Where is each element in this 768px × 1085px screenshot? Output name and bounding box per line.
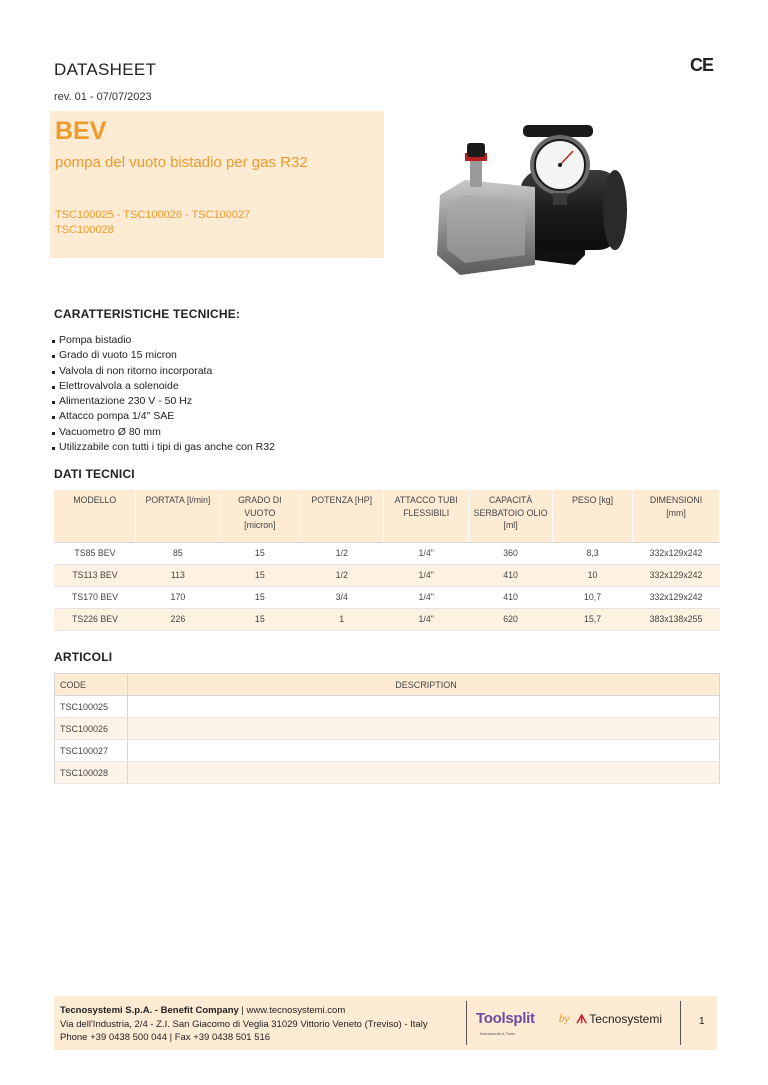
column-header	[469, 490, 553, 542]
cell-dimensions: 332x129x242	[632, 586, 719, 608]
product-codes	[55, 208, 250, 238]
column-header	[384, 490, 469, 542]
cell-power: 1/2	[300, 542, 384, 564]
feature-item: Attacco pompa 1/4" SAE	[52, 409, 275, 424]
product-codes-line-1: TSC100025 - TSC100026 - TSC100027	[55, 209, 251, 221]
column-header	[632, 490, 719, 542]
cell-hose: 1/4"	[384, 608, 469, 630]
column-header	[300, 490, 384, 542]
article-code: TSC100027	[55, 740, 128, 762]
column-header	[553, 490, 633, 542]
tech-data-table	[54, 490, 720, 631]
table-row	[54, 542, 720, 564]
article-code: TSC100025	[55, 696, 128, 718]
header-line: POTENZA [HP]	[311, 495, 373, 505]
toolsplit-logo: Toolsplit	[476, 1010, 535, 1027]
article-description	[128, 718, 720, 740]
header-line: DIMENSIONI	[649, 495, 703, 505]
tech-header-row	[54, 490, 720, 542]
cell-flow: 85	[136, 542, 220, 564]
cell-weight: 15,7	[553, 608, 633, 630]
tech-data-title: DATI TECNICI	[54, 467, 135, 481]
fax-number: Fax +39 0438 501 516	[174, 1032, 271, 1043]
footer	[54, 996, 717, 1050]
header-line: [micron]	[244, 520, 276, 530]
footer-divider	[466, 1001, 467, 1045]
cell-weight: 10	[553, 564, 633, 586]
articles-header-row	[55, 674, 720, 696]
features-list	[52, 333, 275, 455]
header-line: MODELLO	[73, 495, 117, 505]
cell-power: 3/4	[300, 586, 384, 608]
table-row	[55, 740, 720, 762]
feature-item: Utilizzabile con tutti i tipi di gas anche con R32	[52, 440, 275, 455]
header-line: CAPACITÀ	[488, 495, 533, 505]
company-name: Tecnosystemi S.p.A. - Benefit Company	[60, 1005, 239, 1016]
header-line: [mm]	[666, 507, 686, 518]
cell-vacuum: 15	[220, 564, 300, 586]
header-line: PORTATA [l/min]	[145, 495, 211, 505]
footer-divider	[680, 1001, 681, 1045]
cell-vacuum: 15	[220, 586, 300, 608]
cell-oil: 410	[469, 586, 553, 608]
cell-power: 1	[300, 608, 384, 630]
company-address: Via dell'Industria, 2/4 - Z.I. San Giacomo di Veglia 31029 Vittorio Veneto (Treviso) - Italy	[60, 1018, 428, 1030]
cell-oil: 620	[469, 608, 553, 630]
cell-hose: 1/4"	[384, 542, 469, 564]
feature-item: Grado di vuoto 15 micron	[52, 348, 275, 363]
cell-flow: 113	[136, 564, 220, 586]
article-code: TSC100028	[55, 762, 128, 784]
page-number: 1	[699, 1016, 705, 1027]
tecnosystemi-mark-icon: ᗑ	[576, 1012, 588, 1026]
cell-hose: 1/4"	[384, 564, 469, 586]
articles-table	[54, 673, 720, 784]
cell-vacuum: 15	[220, 542, 300, 564]
cell-power: 1/2	[300, 564, 384, 586]
column-header	[136, 490, 220, 542]
cell-hose: 1/4"	[384, 586, 469, 608]
header-line: PESO [kg]	[571, 495, 614, 505]
toolsplit-logo-sub: Instruments & Tools	[480, 1031, 516, 1036]
product-subtitle: pompa del vuoto bistadio per gas R32	[55, 154, 308, 171]
cell-model: TS85 BEV	[54, 542, 136, 564]
header-line: GRADO DI VUOTO	[238, 495, 282, 518]
cell-oil: 410	[469, 564, 553, 586]
tecnosystemi-logo-text: Tecnosystemi	[589, 1012, 662, 1026]
features-title: CARATTERISTICHE TECNICHE:	[54, 307, 241, 321]
cell-model: TS113 BEV	[54, 564, 136, 586]
article-description	[128, 696, 720, 718]
datasheet-title: DATASHEET	[54, 60, 157, 79]
cell-flow: 226	[136, 608, 220, 630]
feature-item: Pompa bistadio	[52, 333, 275, 348]
product-codes-line-2: TSC100028	[55, 224, 114, 236]
feature-item: Vacuometro Ø 80 mm	[52, 425, 275, 440]
article-code: TSC100026	[55, 718, 128, 740]
cell-dimensions: 332x129x242	[632, 542, 719, 564]
cell-weight: 8,3	[553, 542, 633, 564]
ce-mark: CE	[690, 55, 714, 75]
column-header	[54, 490, 136, 542]
cell-flow: 170	[136, 586, 220, 608]
cell-model: TS170 BEV	[54, 586, 136, 608]
cell-weight: 10,7	[553, 586, 633, 608]
description-header: DESCRIPTION	[128, 674, 720, 696]
article-description	[128, 740, 720, 762]
articles-title: ARTICOLI	[54, 650, 113, 664]
article-description	[128, 762, 720, 784]
feature-item: Elettrovalvola a solenoide	[52, 379, 275, 394]
header-line: FLESSIBILI	[403, 507, 450, 518]
by-label: by	[559, 1014, 570, 1025]
revision-date: rev. 01 - 07/07/2023	[54, 91, 152, 103]
header-line: SERBATOIO OLIO	[473, 507, 548, 518]
tecnosystemi-logo	[576, 1012, 662, 1027]
website-link[interactable]: www.tecnosystemi.com	[246, 1005, 346, 1016]
table-row	[54, 564, 720, 586]
code-header: CODE	[55, 674, 128, 696]
header-line: ATTACCO TUBI	[394, 495, 458, 505]
product-hero-panel	[50, 111, 384, 258]
table-row	[55, 696, 720, 718]
cell-vacuum: 15	[220, 608, 300, 630]
feature-item: Alimentazione 230 V - 50 Hz	[52, 394, 275, 409]
header-line: [ml]	[503, 520, 518, 530]
table-row	[54, 608, 720, 630]
cell-model: TS226 BEV	[54, 608, 136, 630]
cell-dimensions: 383x138x255	[632, 608, 719, 630]
cell-dimensions: 332x129x242	[632, 564, 719, 586]
table-row	[54, 586, 720, 608]
feature-item: Valvola di non ritorno incorporata	[52, 364, 275, 379]
table-row	[55, 762, 720, 784]
product-name: BEV	[55, 117, 107, 145]
cell-oil: 360	[469, 542, 553, 564]
vacuum-pump-image	[425, 115, 635, 285]
table-row	[55, 718, 720, 740]
footer-company-info: Tecnosystemi S.p.A. - Benefit Company | www.tecnosystemi.com Via dell'Industria, 2/4 - Z.I. San Giacomo di Veglia 31029 Vittorio Veneto (Treviso) - Italy Phone +39 0438 500 044 | Fax +39 0438 501 516	[60, 1005, 428, 1043]
column-header	[220, 490, 300, 542]
phone-number: Phone +39 0438 500 044	[60, 1032, 167, 1043]
